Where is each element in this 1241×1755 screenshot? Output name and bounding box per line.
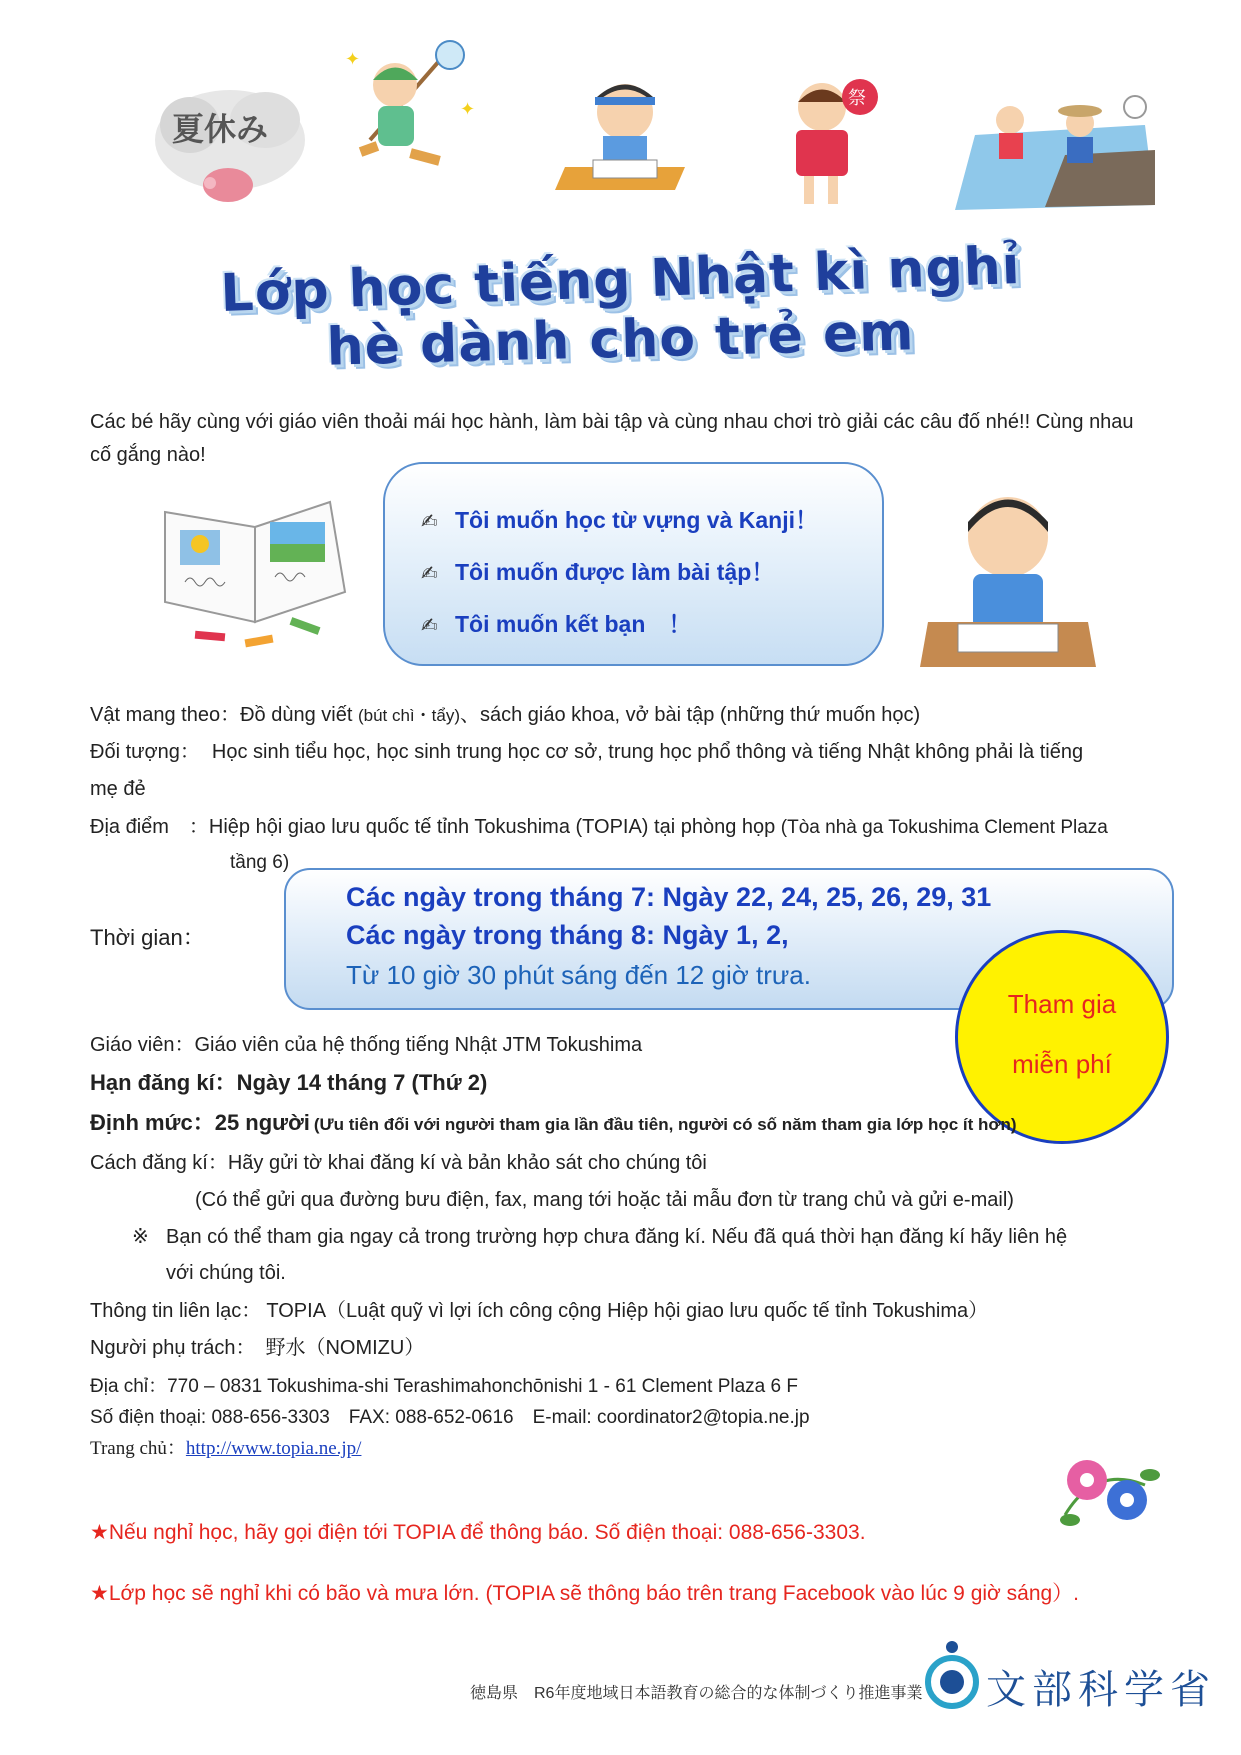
venue-small: (Tòa nhà ga Tokushima Clement Plaza bbox=[780, 817, 1108, 838]
summer-vacation-illustration bbox=[150, 85, 310, 210]
wish-item bbox=[421, 502, 818, 535]
quota bbox=[90, 1108, 1017, 1140]
target-audience bbox=[90, 737, 1083, 767]
project-name: 徳島県 R6年度地域日本語教育の総合的な体制づくり推進事業 bbox=[470, 1685, 923, 1702]
summer-text: 夏休み bbox=[172, 110, 269, 148]
phone-fax-email: Số điện thoại: 088-656-3303 FAX: 088-652-0616 E-mail: coordinator2@topia.ne.jp bbox=[90, 1407, 810, 1428]
wish-item-label: Tôi muốn kết bạn ！ bbox=[455, 611, 692, 637]
registration-deadline: Hạn đăng kí：Ngày 14 tháng 7 (Thứ 2) bbox=[90, 1070, 488, 1095]
morning-glory-illustration bbox=[1055, 1445, 1165, 1535]
absence-notice: ★Nếu nghỉ học, hãy gọi điện tới TOPIA để thông báo. Số điện thoại: 088-656-3303. bbox=[90, 1521, 866, 1544]
homepage-label: Trang chủ： bbox=[90, 1438, 186, 1459]
ministry-name: 文部科学省 bbox=[986, 1667, 1216, 1713]
intro-text: Các bé hãy cùng với giáo viên thoải mái học hành, làm bài tập và cùng nhau chơi trò giải các câu đố nhé!! Cùng nhau cố gắng nào! bbox=[90, 411, 1134, 466]
schedule-august: Các ngày trong tháng 8: Ngày 1, 2, bbox=[346, 920, 789, 950]
wish-list-box bbox=[383, 462, 884, 666]
beach-kids-illustration bbox=[955, 95, 1155, 210]
target-label: Đối tượng： bbox=[90, 741, 200, 763]
quota-label: Định mức：25 người bbox=[90, 1110, 310, 1135]
homepage-link[interactable]: http://www.topia.ne.jp/ bbox=[185, 1438, 362, 1459]
homepage bbox=[90, 1434, 361, 1464]
svg-text:✦: ✦ bbox=[460, 99, 476, 119]
target-value: Học sinh tiểu học, học sinh trung học cơ sở, trung học phổ thông và tiếng Nhật không phải là tiếng bbox=[211, 741, 1084, 763]
svg-text:✦: ✦ bbox=[345, 49, 361, 69]
items-value-small: (bút chì・tẩy) bbox=[357, 706, 460, 725]
venue-floor: tầng 6) bbox=[230, 852, 290, 873]
storm-notice: ★Lớp học sẽ nghỉ khi có bão và mưa lớn. (TOPIA sẽ thông báo trên trang Facebook vào lúc 9 giờ sáng）. bbox=[90, 1582, 1080, 1605]
badge-line-1: Tham gia bbox=[1007, 989, 1117, 1019]
schedule-hours: Từ 10 giờ 30 phút sáng đến 12 giờ trưa. bbox=[346, 960, 811, 990]
schedule-july: Các ngày trong tháng 7: Ngày 22, 24, 25, 26, 29, 31 bbox=[346, 882, 992, 912]
title-line-1: Lớp học tiếng Nhật kì nghỉ bbox=[219, 236, 1022, 324]
venue-label: Địa điểm ： bbox=[90, 816, 209, 838]
venue bbox=[90, 812, 1108, 843]
wish-item-label: Tôi muốn được làm bài tập！ bbox=[455, 559, 775, 585]
items-to-bring bbox=[90, 700, 920, 731]
ministry-logo-icon bbox=[925, 1640, 980, 1710]
address: Địa chỉ：770 – 0831 Tokushima-shi Terashimahonchōnishi 1 - 61 Clement Plaza 6 F bbox=[90, 1376, 798, 1397]
wish-item bbox=[421, 606, 691, 639]
studying-boy-illustration bbox=[555, 72, 695, 192]
how-to-apply-note: (Có thể gửi qua đường bưu điện, fax, mang tới hoặc tải mẫu đơn từ trang chủ và gửi e-mail) bbox=[195, 1189, 1014, 1211]
items-label: Vật mang theo： bbox=[90, 704, 241, 726]
writing-hand-icon: ✍ bbox=[421, 511, 438, 533]
quota-note: (Ưu tiên đối với người tham gia lần đầu tiên, người có số năm tham gia lớp học ít hơn) bbox=[313, 1115, 1017, 1134]
writing-boy-illustration bbox=[918, 482, 1098, 672]
person-in-charge: Người phụ trách： 野水（NOMIZU） bbox=[90, 1337, 425, 1359]
note-mark: ※ bbox=[132, 1226, 149, 1248]
writing-hand-icon: ✍ bbox=[421, 615, 438, 637]
venue-value: Hiệp hội giao lưu quốc tế tỉnh Tokushima (TOPIA) tại phòng họp bbox=[208, 816, 781, 838]
note-line-1: Bạn có thể tham gia ngay cả trong trường hợp chưa đăng kí. Nếu đã quá thời hạn đăng kí hãy liên hệ bbox=[166, 1226, 1068, 1248]
festival-girl-illustration bbox=[760, 72, 890, 212]
wish-item bbox=[421, 554, 774, 587]
items-value: Đồ dùng viết bbox=[240, 704, 358, 726]
open-book-illustration bbox=[160, 482, 350, 652]
target-audience-cont: mẹ đẻ bbox=[90, 778, 146, 800]
wish-item-label: Tôi muốn học từ vựng và Kanji！ bbox=[455, 507, 818, 533]
items-value-rest: 、sách giáo khoa, vở bài tập (những thứ muốn học) bbox=[460, 704, 921, 726]
badge-line-2: miễn phí bbox=[1012, 1049, 1112, 1079]
how-to-apply: Cách đăng kí：Hãy gửi tờ khai đăng kí và bản khảo sát cho chúng tôi bbox=[90, 1152, 707, 1174]
festival-text: 祭 bbox=[848, 88, 866, 109]
boy-with-net-illustration bbox=[340, 40, 490, 190]
time-label: Thời gian： bbox=[90, 925, 205, 950]
note-line-2: với chúng tôi. bbox=[166, 1262, 286, 1284]
contact-info: Thông tin liên lạc： TOPIA（Luật quỹ vì lợi ích công cộng Hiệp hội giao lưu quốc tế tỉnh Tokushima） bbox=[90, 1300, 989, 1322]
title-line-2: hè dành cho trẻ em bbox=[325, 302, 916, 378]
teacher-info: Giáo viên：Giáo viên của hệ thống tiếng Nhật JTM Tokushima bbox=[90, 1034, 643, 1056]
writing-hand-icon: ✍ bbox=[421, 563, 438, 585]
